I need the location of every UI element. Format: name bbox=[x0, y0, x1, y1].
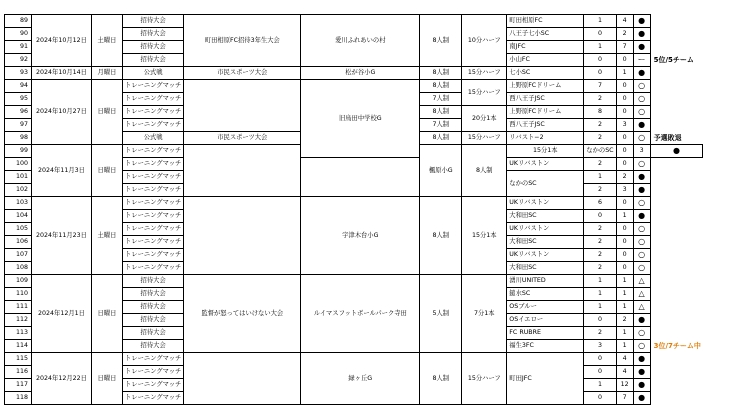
weekday-cell: 土曜日 bbox=[92, 197, 123, 275]
goals-against-cell: 3 bbox=[616, 184, 633, 197]
opponent-cell: 南JFC bbox=[507, 41, 584, 54]
goals-for-cell: 0 bbox=[584, 314, 616, 327]
goals-against-cell: 0 bbox=[616, 54, 633, 67]
opponent-cell: 町田相原FC bbox=[507, 15, 584, 28]
venue-cell: ルイマスフットボールパーク寺田 bbox=[301, 275, 420, 353]
row-number-cell: 108 bbox=[5, 262, 32, 275]
row-number-cell: 96 bbox=[5, 106, 32, 119]
match-type-cell: トレーニングマッチ bbox=[123, 80, 184, 93]
time-cell: 15分ハーフ bbox=[462, 353, 507, 405]
table-row bbox=[5, 80, 709, 93]
goals-for-cell: 1 bbox=[584, 301, 616, 314]
match-type-cell: 招待大会 bbox=[123, 41, 184, 54]
opponent-cell: UKリバストン bbox=[507, 197, 584, 210]
goals-against-cell: 12 bbox=[616, 379, 633, 392]
note-cell bbox=[650, 236, 703, 249]
row-number-cell: 94 bbox=[5, 80, 32, 93]
match-type-cell: トレーニングマッチ bbox=[123, 106, 184, 119]
note-cell bbox=[650, 28, 703, 41]
row-number-cell: 116 bbox=[5, 366, 32, 379]
note-cell bbox=[650, 210, 703, 223]
time-cell: 15分ハーフ bbox=[462, 67, 507, 80]
goals-for-cell: 1 bbox=[584, 379, 616, 392]
note-cell bbox=[650, 262, 703, 275]
goals-for-cell: 0 bbox=[584, 28, 616, 41]
goals-for-cell: 6 bbox=[584, 197, 616, 210]
match-type-cell: トレーニングマッチ bbox=[123, 158, 184, 171]
result-mark-cell: ○ bbox=[633, 340, 650, 353]
goals-for-cell: 0 bbox=[584, 392, 616, 405]
result-mark-cell: ● bbox=[633, 119, 650, 132]
goals-for-cell: 1 bbox=[584, 171, 616, 184]
weekday-cell: 日曜日 bbox=[92, 353, 123, 405]
row-number-cell: 91 bbox=[5, 41, 32, 54]
row-number-cell: 105 bbox=[5, 223, 32, 236]
goals-against-cell: 0 bbox=[616, 197, 633, 210]
result-mark-cell: ● bbox=[633, 210, 650, 223]
row-number-cell: 90 bbox=[5, 28, 32, 41]
row-number-cell: 100 bbox=[5, 158, 32, 171]
result-mark-cell: ○ bbox=[633, 132, 650, 145]
date-cell: 2024年11月3日 bbox=[32, 145, 92, 197]
result-mark-cell: ○ bbox=[633, 249, 650, 262]
note-cell bbox=[650, 41, 703, 54]
result-mark-cell: △ bbox=[633, 288, 650, 301]
match-type-cell: 招待大会 bbox=[123, 301, 184, 314]
time-cell: 15分1本 bbox=[462, 197, 507, 275]
match-type-cell: トレーニングマッチ bbox=[123, 145, 184, 158]
time-cell: 15分ハーフ bbox=[462, 80, 507, 106]
date-cell: 2024年10月14日 bbox=[32, 67, 92, 80]
row-number-cell: 112 bbox=[5, 314, 32, 327]
weekday-cell: 日曜日 bbox=[92, 275, 123, 353]
match-results-table bbox=[4, 14, 709, 405]
match-type-cell: 招待大会 bbox=[123, 28, 184, 41]
goals-against-cell: 0 bbox=[616, 158, 633, 171]
row-number-cell: 113 bbox=[5, 327, 32, 340]
weekday-cell: 月曜日 bbox=[92, 67, 123, 80]
match-type-cell: トレーニングマッチ bbox=[123, 93, 184, 106]
opponent-cell: 大和田SC bbox=[507, 210, 584, 223]
row-number-cell: 99 bbox=[5, 145, 32, 158]
match-type-cell: トレーニングマッチ bbox=[123, 223, 184, 236]
row-number-cell: 98 bbox=[5, 132, 32, 145]
match-type-cell: トレーニングマッチ bbox=[123, 262, 184, 275]
goals-against-cell: 1 bbox=[616, 301, 633, 314]
goals-for-cell: 0 bbox=[584, 353, 616, 366]
goals-for-cell: 0 bbox=[584, 366, 616, 379]
note-cell bbox=[650, 314, 703, 327]
goals-against-cell: 4 bbox=[616, 366, 633, 379]
result-mark-cell: ● bbox=[633, 15, 650, 28]
match-type-cell: 公式戦 bbox=[123, 132, 184, 145]
note-cell: 3位/7チーム中 bbox=[653, 342, 701, 350]
time-cell: 15分ハーフ bbox=[462, 132, 507, 145]
row-number-cell: 117 bbox=[5, 379, 32, 392]
result-mark-cell: ● bbox=[633, 67, 650, 80]
goals-against-cell: 7 bbox=[616, 392, 633, 405]
result-mark-cell: ● bbox=[633, 28, 650, 41]
date-cell: 2024年10月27日 bbox=[32, 80, 92, 145]
time-cell: 15分1本 bbox=[507, 145, 584, 158]
event-cell: 市民スポーツ大会 bbox=[184, 132, 301, 145]
time-cell: 20分1本 bbox=[462, 106, 507, 132]
match-type-cell: 招待大会 bbox=[123, 288, 184, 301]
venue-cell: 松が谷小G bbox=[301, 67, 420, 80]
goals-against-cell: 1 bbox=[616, 327, 633, 340]
goals-for-cell: 2 bbox=[584, 327, 616, 340]
goals-against-cell: 1 bbox=[616, 288, 633, 301]
format-cell: 8人制 bbox=[462, 145, 507, 197]
event-cell bbox=[184, 80, 301, 132]
match-type-cell: トレーニングマッチ bbox=[123, 249, 184, 262]
goals-against-cell: 0 bbox=[616, 262, 633, 275]
match-type-cell: トレーニングマッチ bbox=[123, 184, 184, 197]
result-mark-cell: ● bbox=[633, 171, 650, 184]
opponent-cell: FC RUBRE bbox=[507, 327, 584, 340]
match-type-cell: トレーニングマッチ bbox=[123, 392, 184, 405]
row-number-cell: 111 bbox=[5, 301, 32, 314]
note-cell bbox=[650, 106, 703, 119]
event-cell bbox=[184, 197, 301, 275]
date-cell: 2024年12月1日 bbox=[32, 275, 92, 353]
result-mark-cell: ● bbox=[633, 379, 650, 392]
goals-for-cell: 1 bbox=[584, 15, 616, 28]
opponent-cell: 八王子七小SC bbox=[507, 28, 584, 41]
match-type-cell: 公式戦 bbox=[123, 67, 184, 80]
table-row bbox=[5, 67, 709, 80]
format-cell: 8人制 bbox=[420, 106, 462, 119]
result-mark-cell: ● bbox=[633, 41, 650, 54]
goals-for-cell: 0 bbox=[584, 67, 616, 80]
venue-cell: 旧鳥田中学校G bbox=[301, 80, 420, 158]
result-mark-cell: ● bbox=[633, 366, 650, 379]
result-mark-cell: ー bbox=[633, 54, 650, 67]
opponent-cell: 湧川UNITED bbox=[507, 275, 584, 288]
opponent-cell: UKリバストン bbox=[507, 249, 584, 262]
row-number-cell: 118 bbox=[5, 392, 32, 405]
goals-against-cell: 2 bbox=[616, 171, 633, 184]
match-type-cell: トレーニングマッチ bbox=[123, 197, 184, 210]
goals-against-cell: 0 bbox=[616, 93, 633, 106]
note-cell bbox=[650, 275, 703, 288]
opponent-cell: 西八王子JSC bbox=[507, 93, 584, 106]
venue-cell: 愛川ふれあいの村 bbox=[301, 15, 420, 67]
goals-against-cell: 1 bbox=[616, 210, 633, 223]
note-cell bbox=[650, 392, 703, 405]
goals-for-cell: 0 bbox=[616, 145, 633, 158]
opponent-cell: UKリバストン bbox=[507, 158, 584, 171]
format-cell: 7人制 bbox=[420, 93, 462, 106]
event-cell: 町田相原FC招待3年生大会 bbox=[184, 15, 301, 67]
opponent-cell: 町田JFC bbox=[507, 353, 584, 405]
goals-for-cell: 3 bbox=[584, 340, 616, 353]
format-cell: 8人制 bbox=[420, 80, 462, 93]
venue-cell: 宇津木台小G bbox=[301, 197, 420, 275]
note-cell bbox=[650, 327, 703, 340]
table-row bbox=[5, 275, 709, 288]
goals-against-cell: 0 bbox=[616, 80, 633, 93]
result-mark-cell: ○ bbox=[633, 197, 650, 210]
row-number-cell: 102 bbox=[5, 184, 32, 197]
result-mark-cell: △ bbox=[633, 275, 650, 288]
row-number-cell: 89 bbox=[5, 15, 32, 28]
format-cell: 8人制 bbox=[420, 67, 462, 80]
match-type-cell: 招待大会 bbox=[123, 15, 184, 28]
result-mark-cell: △ bbox=[633, 301, 650, 314]
opponent-cell: OSブルー bbox=[507, 301, 584, 314]
weekday-cell: 日曜日 bbox=[92, 80, 123, 145]
goals-against-cell: 1 bbox=[616, 340, 633, 353]
match-type-cell: 招待大会 bbox=[123, 54, 184, 67]
result-mark-cell: ● bbox=[633, 184, 650, 197]
goals-against-cell: 3 bbox=[616, 119, 633, 132]
match-type-cell: 招待大会 bbox=[123, 314, 184, 327]
result-mark-cell: ○ bbox=[633, 106, 650, 119]
goals-against-cell: 2 bbox=[616, 28, 633, 41]
date-cell: 2024年10月12日 bbox=[32, 15, 92, 67]
note-cell bbox=[650, 80, 703, 93]
goals-against-cell: 4 bbox=[616, 15, 633, 28]
match-type-cell: トレーニングマッチ bbox=[123, 171, 184, 184]
row-number-cell: 95 bbox=[5, 93, 32, 106]
goals-for-cell: 7 bbox=[584, 80, 616, 93]
goals-for-cell: 2 bbox=[584, 223, 616, 236]
row-number-cell: 97 bbox=[5, 119, 32, 132]
goals-for-cell: 2 bbox=[584, 132, 616, 145]
opponent-cell: 上野原FCドリーム bbox=[507, 106, 584, 119]
goals-against-cell: 7 bbox=[616, 41, 633, 54]
opponent-cell: リバスト−2 bbox=[507, 132, 584, 145]
goals-for-cell: 1 bbox=[584, 275, 616, 288]
match-type-cell: トレーニングマッチ bbox=[123, 210, 184, 223]
goals-against-cell: 4 bbox=[616, 353, 633, 366]
row-number-cell: 104 bbox=[5, 210, 32, 223]
opponent-cell: 大和田SC bbox=[507, 262, 584, 275]
match-type-cell: 招待大会 bbox=[123, 340, 184, 353]
goals-against-cell: 2 bbox=[616, 314, 633, 327]
opponent-cell: 大和田SC bbox=[507, 236, 584, 249]
row-number-cell: 110 bbox=[5, 288, 32, 301]
match-type-cell: 招待大会 bbox=[123, 327, 184, 340]
event-cell: 監督が怒ってはいけない大会 bbox=[184, 275, 301, 353]
result-mark-cell: ○ bbox=[633, 80, 650, 93]
opponent-cell: 上野原FCドリーム bbox=[507, 80, 584, 93]
row-number-cell: 101 bbox=[5, 171, 32, 184]
event-cell: 市民スポーツ大会 bbox=[184, 67, 301, 80]
result-mark-cell: ○ bbox=[633, 93, 650, 106]
note-cell bbox=[650, 119, 703, 132]
row-number-cell: 106 bbox=[5, 236, 32, 249]
note-cell bbox=[650, 301, 703, 314]
format-cell: 8人制 bbox=[420, 197, 462, 275]
goals-against-cell: 0 bbox=[616, 249, 633, 262]
opponent-cell: 七小SC bbox=[507, 67, 584, 80]
table-row bbox=[5, 15, 709, 28]
event-cell bbox=[184, 353, 301, 405]
result-mark-cell: ○ bbox=[633, 236, 650, 249]
goals-for-cell: 2 bbox=[584, 93, 616, 106]
goals-for-cell: 2 bbox=[584, 236, 616, 249]
row-number-cell: 115 bbox=[5, 353, 32, 366]
note-cell bbox=[650, 67, 703, 80]
goals-for-cell: 1 bbox=[584, 41, 616, 54]
row-number-cell: 92 bbox=[5, 54, 32, 67]
format-cell: 8人制 bbox=[420, 353, 462, 405]
result-mark-cell: ● bbox=[633, 314, 650, 327]
goals-for-cell: 2 bbox=[584, 249, 616, 262]
match-type-cell: トレーニングマッチ bbox=[123, 353, 184, 366]
format-cell: 7人制 bbox=[420, 119, 462, 132]
note-cell bbox=[703, 145, 709, 158]
date-cell: 2024年12月22日 bbox=[32, 353, 92, 405]
note-cell bbox=[650, 197, 703, 210]
note-cell bbox=[650, 93, 703, 106]
opponent-cell: 福生3FC bbox=[507, 340, 584, 353]
note-cell bbox=[650, 158, 703, 171]
event-cell bbox=[184, 145, 301, 197]
match-type-cell: 招待大会 bbox=[123, 275, 184, 288]
match-type-cell: トレーニングマッチ bbox=[123, 366, 184, 379]
goals-against-cell: 3 bbox=[633, 145, 650, 158]
opponent-cell: 西八王子JSC bbox=[507, 119, 584, 132]
note-cell bbox=[650, 288, 703, 301]
result-mark-cell: ● bbox=[633, 392, 650, 405]
goals-against-cell: 1 bbox=[616, 275, 633, 288]
venue-cell: 楓原小G bbox=[420, 145, 462, 197]
note-cell bbox=[650, 249, 703, 262]
result-mark-cell: ○ bbox=[633, 327, 650, 340]
goals-for-cell: 2 bbox=[584, 119, 616, 132]
goals-for-cell: 2 bbox=[584, 262, 616, 275]
result-mark-cell: ○ bbox=[633, 158, 650, 171]
row-number-cell: 114 bbox=[5, 340, 32, 353]
row-number-cell: 93 bbox=[5, 67, 32, 80]
opponent-cell: 小山FC bbox=[507, 54, 584, 67]
match-type-cell: トレーニングマッチ bbox=[123, 379, 184, 392]
results-sheet bbox=[4, 14, 709, 405]
opponent-cell: UKリバストン bbox=[507, 223, 584, 236]
row-number-cell: 109 bbox=[5, 275, 32, 288]
opponent-cell: なかのSC bbox=[507, 171, 584, 197]
time-cell bbox=[301, 158, 420, 197]
goals-against-cell: 0 bbox=[616, 106, 633, 119]
note-cell bbox=[650, 379, 703, 392]
goals-against-cell: 1 bbox=[616, 67, 633, 80]
result-mark-cell: ○ bbox=[633, 262, 650, 275]
venue-cell: 緑ヶ丘G bbox=[301, 353, 420, 405]
format-cell: 5人制 bbox=[420, 275, 462, 353]
goals-for-cell: 2 bbox=[584, 184, 616, 197]
result-mark-cell: ● bbox=[633, 353, 650, 366]
time-cell: 7分1本 bbox=[462, 275, 507, 353]
opponent-cell: 鎚水SC bbox=[507, 288, 584, 301]
result-mark-cell: ● bbox=[650, 145, 703, 158]
note-cell bbox=[650, 366, 703, 379]
opponent-cell: なかのSC bbox=[584, 145, 616, 158]
row-number-cell: 103 bbox=[5, 197, 32, 210]
goals-against-cell: 0 bbox=[616, 132, 633, 145]
weekday-cell: 日曜日 bbox=[92, 145, 123, 197]
goals-for-cell: 0 bbox=[584, 210, 616, 223]
result-mark-cell: ○ bbox=[633, 223, 650, 236]
opponent-cell: OSイエロー bbox=[507, 314, 584, 327]
time-cell: 10分ハーフ bbox=[462, 15, 507, 67]
weekday-cell: 土曜日 bbox=[92, 15, 123, 67]
match-type-cell: トレーニングマッチ bbox=[123, 236, 184, 249]
goals-for-cell: 8 bbox=[584, 106, 616, 119]
note-cell: 予選敗退 bbox=[653, 133, 682, 142]
note-cell bbox=[650, 15, 703, 28]
format-cell: 8人制 bbox=[420, 132, 462, 145]
goals-against-cell: 0 bbox=[616, 223, 633, 236]
table-row bbox=[5, 197, 709, 210]
note-cell bbox=[650, 353, 703, 366]
note-cell bbox=[650, 223, 703, 236]
table-row bbox=[5, 353, 709, 366]
date-cell: 2024年11月23日 bbox=[32, 197, 92, 275]
match-type-cell: トレーニングマッチ bbox=[123, 119, 184, 132]
goals-for-cell: 0 bbox=[584, 54, 616, 67]
note-cell bbox=[650, 171, 703, 184]
note-cell: 5位/5チーム bbox=[653, 56, 694, 64]
goals-for-cell: 1 bbox=[584, 288, 616, 301]
row-number-cell: 107 bbox=[5, 249, 32, 262]
goals-against-cell: 0 bbox=[616, 236, 633, 249]
format-cell: 8人制 bbox=[420, 15, 462, 67]
goals-for-cell: 2 bbox=[584, 158, 616, 171]
note-cell bbox=[650, 184, 703, 197]
